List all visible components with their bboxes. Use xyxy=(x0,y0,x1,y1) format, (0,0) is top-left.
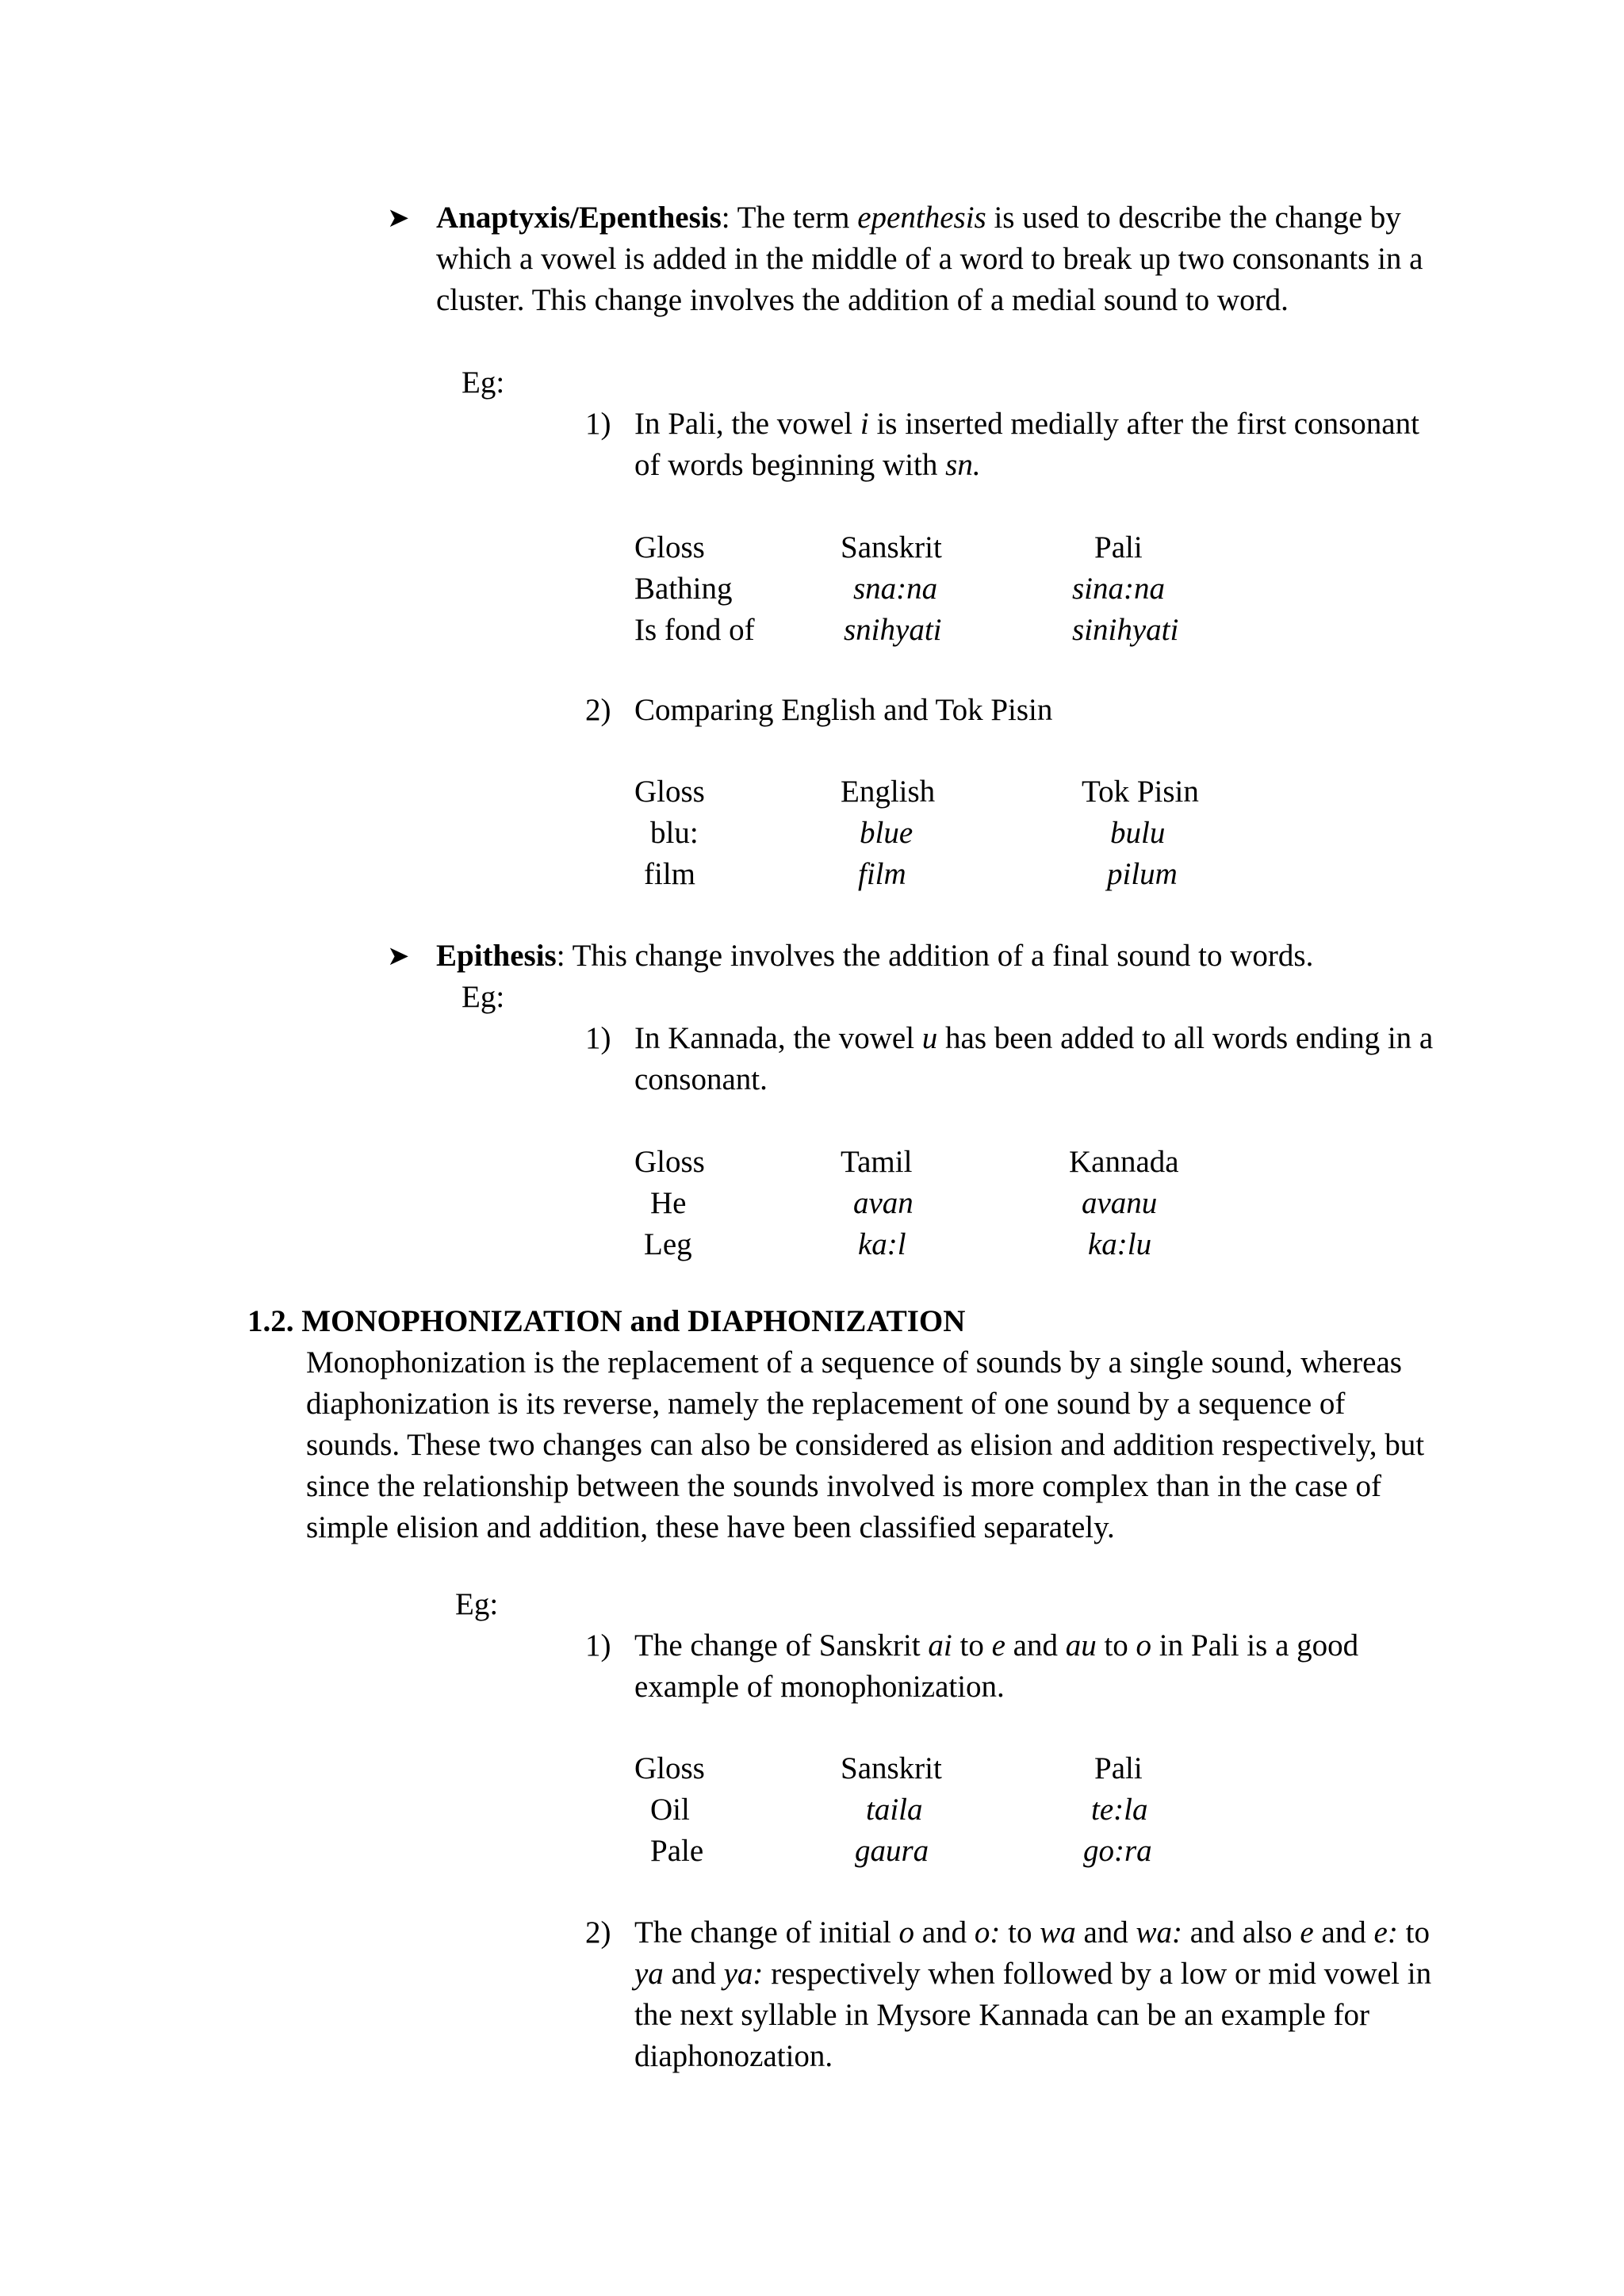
table-header: Tok Pisin xyxy=(1082,775,1199,809)
ex-text-em: u xyxy=(921,1021,938,1055)
ex-text-part: has been added to all words ending in a consonant. xyxy=(634,1021,1434,1096)
ex-text-part: and xyxy=(663,1957,724,1991)
table-row xyxy=(634,1224,1348,1265)
table-cell: sina:na xyxy=(1072,572,1165,606)
table-cell: ka:lu xyxy=(1088,1227,1152,1261)
table-cell: Pale xyxy=(650,1834,704,1868)
anaptyxis-paragraph xyxy=(436,197,1435,321)
ex-text-part: to xyxy=(1397,1915,1430,1950)
epithesis-text: : This change involves the addition of a final sound to words. xyxy=(556,939,1314,973)
table-cell: avanu xyxy=(1082,1186,1158,1220)
table-row xyxy=(634,568,1348,610)
ex-text-part: in Pali is a good example of monophonization. xyxy=(634,1628,1359,1704)
example-number: 1) xyxy=(585,1021,611,1055)
ex-text-part: and xyxy=(1313,1915,1374,1950)
table-cell: film xyxy=(858,857,906,891)
ex-text-em: e xyxy=(1300,1915,1314,1950)
ex-text-em: ya xyxy=(634,1957,664,1991)
ex-text-em: o xyxy=(1136,1628,1152,1663)
ex-text-part: respectively when followed by a low or mid vowel in the next syllable in Mysore Kannada can be an example for diaphonozation. xyxy=(634,1957,1432,2073)
ex-text-em: sn. xyxy=(945,448,981,482)
table-cell: film xyxy=(644,857,695,891)
table-header: English xyxy=(841,775,936,809)
table-header: Pali xyxy=(1094,530,1143,564)
anaptyxis-term: Anaptyxis/Epenthesis xyxy=(436,201,722,235)
eg-label: Eg: xyxy=(462,365,505,400)
example-text: Comparing English and Tok Pisin xyxy=(634,693,1053,727)
table-header: Sanskrit xyxy=(841,1751,942,1785)
ex-text-part: is inserted medially after the first consonant of words beginning with xyxy=(634,407,1419,482)
table-row xyxy=(634,1789,1348,1831)
table-header: Gloss xyxy=(634,530,705,564)
eg-label: Eg: xyxy=(455,1587,499,1621)
example-number: 2) xyxy=(585,1915,611,1950)
table-cell: He xyxy=(650,1186,687,1220)
table-row xyxy=(634,854,1348,895)
ex-text-em: e xyxy=(991,1628,1005,1663)
table-cell: taila xyxy=(866,1793,923,1827)
arrow-bullet-icon: ➤ xyxy=(387,940,410,972)
ex-text-em: au xyxy=(1065,1628,1097,1663)
eg-label: Eg: xyxy=(462,980,505,1014)
ex-text-em: i xyxy=(860,407,869,441)
table-cell: sinihyati xyxy=(1072,613,1179,647)
table-cell: go:ra xyxy=(1083,1834,1152,1868)
ex-text-em: o xyxy=(898,1915,915,1950)
ex-text-part: to xyxy=(1000,1915,1040,1950)
table-cell: pilum xyxy=(1107,857,1178,891)
table-cell: te:la xyxy=(1091,1793,1148,1827)
example-number: 2) xyxy=(585,693,611,727)
example-number: 1) xyxy=(585,1628,611,1663)
ex-text-em: ai xyxy=(928,1628,952,1663)
epithesis-term: Epithesis xyxy=(436,939,557,973)
table-header: Pali xyxy=(1094,1751,1143,1785)
example-text xyxy=(634,1625,1435,1708)
table-header: Kannada xyxy=(1069,1145,1179,1179)
example-number: 1) xyxy=(585,407,611,441)
ex-text-em: e: xyxy=(1373,1915,1398,1950)
table-header-row xyxy=(634,527,1348,568)
table-header-row xyxy=(634,1142,1348,1183)
anaptyxis-text-2: is used to describe the change by which a vowel is added in the middle of a word to break up two consonants in a cluster. This change involves the addition of a medial sound to word. xyxy=(436,201,1423,317)
example-text xyxy=(634,1018,1435,1100)
example-text xyxy=(634,404,1435,486)
table-cell: gaura xyxy=(855,1834,929,1868)
table-cell: snihyati xyxy=(844,613,942,647)
table-header: Gloss xyxy=(634,1751,705,1785)
section-body: Monophonization is the replacement of a sequence of sounds by a single sound, whereas diaphonization is its reverse, namely the replacement of one sound by a sequence of sounds. These two changes can also be considered as elision and addition respectively, but since the relationship between the sounds involved is more complex than in the case of simple elision and addition, these have been classified separately. xyxy=(306,1345,1425,1544)
table-header: Gloss xyxy=(634,1145,705,1179)
arrow-bullet-icon: ➤ xyxy=(387,202,410,234)
table-cell: blu: xyxy=(650,816,699,850)
ex-text-part: to xyxy=(1096,1628,1136,1663)
ex-text-part: The change of Sanskrit xyxy=(634,1628,929,1663)
example-text xyxy=(634,1912,1443,2077)
table-row xyxy=(634,1183,1348,1224)
ex-text-part: and also xyxy=(1182,1915,1300,1950)
anaptyxis-text-1: : The term xyxy=(721,201,858,235)
table-row xyxy=(634,813,1348,854)
table-cell: blue xyxy=(860,816,914,850)
ex-text-em: o: xyxy=(974,1915,1001,1950)
table-header: Gloss xyxy=(634,775,705,809)
table-cell: Leg xyxy=(644,1227,692,1261)
ex-text-em: ya: xyxy=(723,1957,764,1991)
ex-text-em: wa xyxy=(1040,1915,1076,1950)
ex-text-part: to xyxy=(952,1628,992,1663)
table-row xyxy=(634,610,1348,651)
table-header-row xyxy=(634,771,1348,813)
table-cell: ka:l xyxy=(858,1227,906,1261)
ex-text-part: The change of initial xyxy=(634,1915,899,1950)
ex-text-part: and xyxy=(914,1915,975,1950)
section-heading: 1.2. MONOPHONIZATION and DIAPHONIZATION xyxy=(247,1304,966,1338)
anaptyxis-text-em: epenthesis xyxy=(857,201,986,235)
table-cell: Is fond of xyxy=(634,613,755,647)
ex-text-em: wa: xyxy=(1136,1915,1183,1950)
table-row xyxy=(634,1831,1348,1872)
table-header: Tamil xyxy=(841,1145,913,1179)
ex-text-part: In Pali, the vowel xyxy=(634,407,860,441)
ex-text-part: In Kannada, the vowel xyxy=(634,1021,922,1055)
ex-text-part: and xyxy=(1005,1628,1066,1663)
ex-text-part: and xyxy=(1075,1915,1136,1950)
epithesis-paragraph xyxy=(436,936,1435,977)
table-header-row xyxy=(634,1748,1348,1789)
table-cell: sna:na xyxy=(853,572,938,606)
table-cell: avan xyxy=(853,1186,914,1220)
table-header: Sanskrit xyxy=(841,530,942,564)
table-cell: bulu xyxy=(1110,816,1166,850)
table-cell: Oil xyxy=(650,1793,690,1827)
table-cell: Bathing xyxy=(634,572,733,606)
